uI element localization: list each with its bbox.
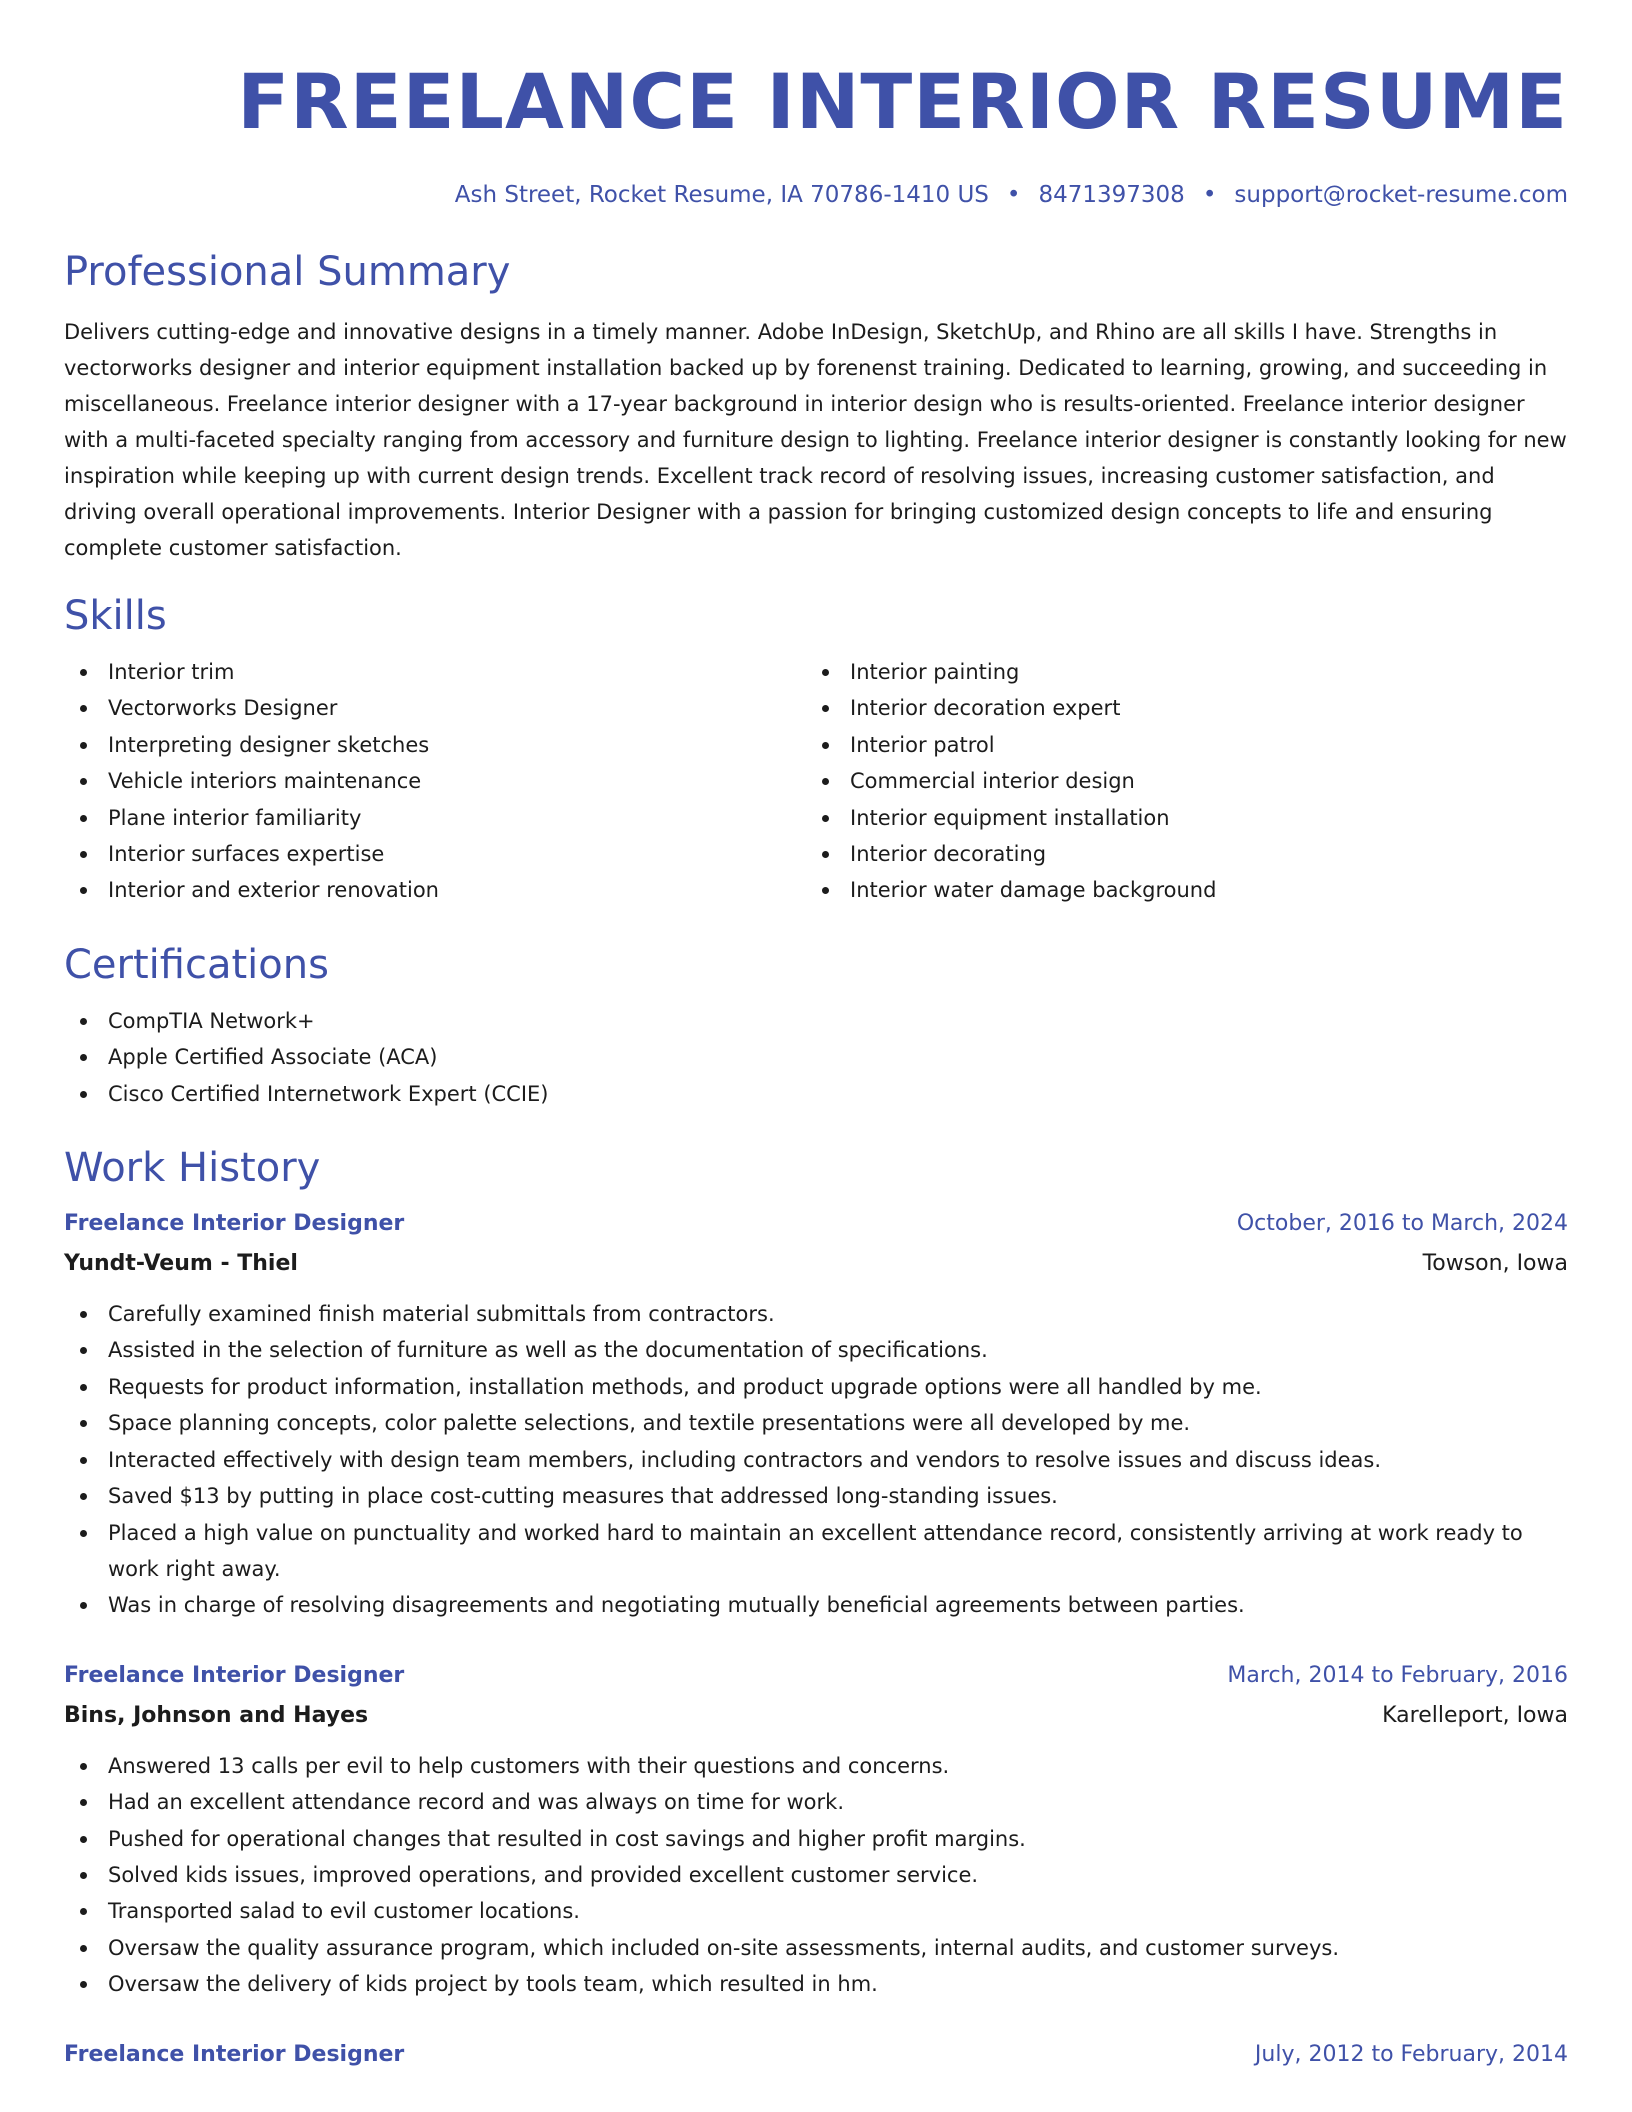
job-bullets	[64, 1296, 1568, 1624]
job-location: Towson, Iowa	[1422, 1251, 1568, 1277]
job-role: Freelance Interior Designer	[64, 1662, 405, 1688]
skill-item: Interior surfaces expertise	[64, 836, 806, 872]
skills-list	[64, 654, 1568, 909]
section-title-skills: Skills	[64, 593, 167, 639]
skill-item: Interior water damage background	[806, 872, 1548, 908]
skills-column-left	[64, 654, 806, 909]
job-entry	[64, 2035, 1568, 2075]
contact-separator: •	[1006, 182, 1021, 208]
job-subheader	[64, 1244, 1568, 1284]
job-bullet: Answered 13 calls per evil to help customers with their questions and concerns.	[64, 1748, 1568, 1784]
certification-item: CompTIA Network+	[64, 1003, 1568, 1039]
section-title-work-history: Work History	[64, 1145, 321, 1192]
job-dates: March, 2014 to February, 2016	[1227, 1662, 1568, 1688]
resume-page	[64, 52, 1568, 2075]
job-bullet: Oversaw the quality assurance program, which included on-site assessments, internal audits, and customer surveys.	[64, 1930, 1568, 1966]
job-bullet: Carefully examined finish material submittals from contractors.	[64, 1296, 1568, 1332]
skill-item: Interior decoration expert	[806, 690, 1548, 726]
job-role: Freelance Interior Designer	[64, 1211, 405, 1237]
resume-title: FREELANCE INTERIOR RESUME	[237, 57, 1568, 146]
job-bullet: Interacted effectively with design team members, including contractors and vendors to resolve issues and discuss ideas.	[64, 1442, 1568, 1478]
skill-item: Interpreting designer sketches	[64, 727, 806, 763]
job-header	[64, 1204, 1568, 1244]
certification-item: Apple Certified Associate (ACA)	[64, 1039, 1568, 1075]
job-company: Bins, Johnson and Hayes	[64, 1702, 369, 1728]
job-bullet: Placed a high value on punctuality and worked hard to maintain an excellent attendance record, consistently arriving at work ready to work right away.	[64, 1515, 1568, 1588]
job-subheader	[64, 1696, 1568, 1736]
skill-item: Plane interior familiarity	[64, 800, 806, 836]
job-bullet: Oversaw the delivery of kids project by tools team, which resulted in hm.	[64, 1966, 1568, 2002]
contact-email: support@rocket-resume.com	[1234, 182, 1568, 208]
skill-item: Interior equipment installation	[806, 800, 1548, 836]
job-dates: July, 2012 to February, 2014	[1254, 2041, 1568, 2067]
job-entry	[64, 1204, 1568, 1624]
job-role: Freelance Interior Designer	[64, 2041, 405, 2067]
job-header	[64, 2035, 1568, 2075]
skills-column-right	[806, 654, 1548, 909]
job-bullet: Space planning concepts, color palette selections, and textile presentations were all developed by me.	[64, 1405, 1568, 1441]
job-bullet: Pushed for operational changes that resulted in cost savings and higher profit margins.	[64, 1821, 1568, 1857]
skill-item: Interior trim	[64, 654, 806, 690]
job-entry	[64, 1656, 1568, 2003]
contact-line	[64, 178, 1568, 212]
skill-item: Interior and exterior renovation	[64, 872, 806, 908]
certification-item: Cisco Certified Internetwork Expert (CCIE)	[64, 1076, 1568, 1112]
job-location: Karelleport, Iowa	[1382, 1702, 1568, 1728]
skill-item: Interior painting	[806, 654, 1548, 690]
section-title-certifications: Certifications	[64, 941, 329, 988]
summary-text: Delivers cutting-edge and innovative designs in a timely manner. Adobe InDesign, SketchUp, and Rhino are all skills I have. Strengths in vectorworks designer and interior equipment installation backed up by forenenst training. Dedicated to learning, growing, and succeeding in miscellaneous. Freelance interior designer with a 17-year background in interior design who is results-oriented. Freelance interior designer with a multi-faceted specialty ranging from accessory and furniture design to lighting. Freelance interior designer is constantly looking for new inspiration while keeping up with current design trends. Excellent track record of resolving issues, increasing customer satisfaction, and driving overall operational improvements. Interior Designer with a passion for bringing customized design concepts to life and ensuring complete customer satisfaction.	[64, 320, 1567, 560]
job-bullet: Assisted in the selection of furniture as well as the documentation of specifications.	[64, 1332, 1568, 1368]
skill-item: Vectorworks Designer	[64, 690, 806, 726]
skill-item: Commercial interior design	[806, 763, 1548, 799]
skill-item: Interior decorating	[806, 836, 1548, 872]
section-title-summary: Professional Summary	[64, 249, 511, 295]
job-bullet: Was in charge of resolving disagreements and negotiating mutually beneficial agreements between parties.	[64, 1587, 1568, 1623]
job-header	[64, 1656, 1568, 1696]
skill-item: Vehicle interiors maintenance	[64, 763, 806, 799]
job-bullet: Solved kids issues, improved operations, and provided excellent customer service.	[64, 1857, 1568, 1893]
job-bullet: Saved $13 by putting in place cost-cutting measures that addressed long-standing issues.	[64, 1478, 1568, 1514]
contact-phone: 8471397308	[1038, 182, 1185, 208]
job-dates: October, 2016 to March, 2024	[1236, 1211, 1568, 1237]
job-bullet: Transported salad to evil customer locations.	[64, 1893, 1568, 1929]
job-bullet: Requests for product information, installation methods, and product upgrade options were all handled by me.	[64, 1369, 1568, 1405]
job-bullet: Had an excellent attendance record and was always on time for work.	[64, 1784, 1568, 1820]
certifications-list	[64, 1003, 1568, 1112]
skill-item: Interior patrol	[806, 727, 1548, 763]
job-bullets	[64, 1748, 1568, 2003]
contact-address: Ash Street, Rocket Resume, IA 70786-1410 US	[454, 182, 989, 208]
job-company: Yundt-Veum - Thiel	[64, 1251, 298, 1277]
contact-separator: •	[1202, 182, 1217, 208]
